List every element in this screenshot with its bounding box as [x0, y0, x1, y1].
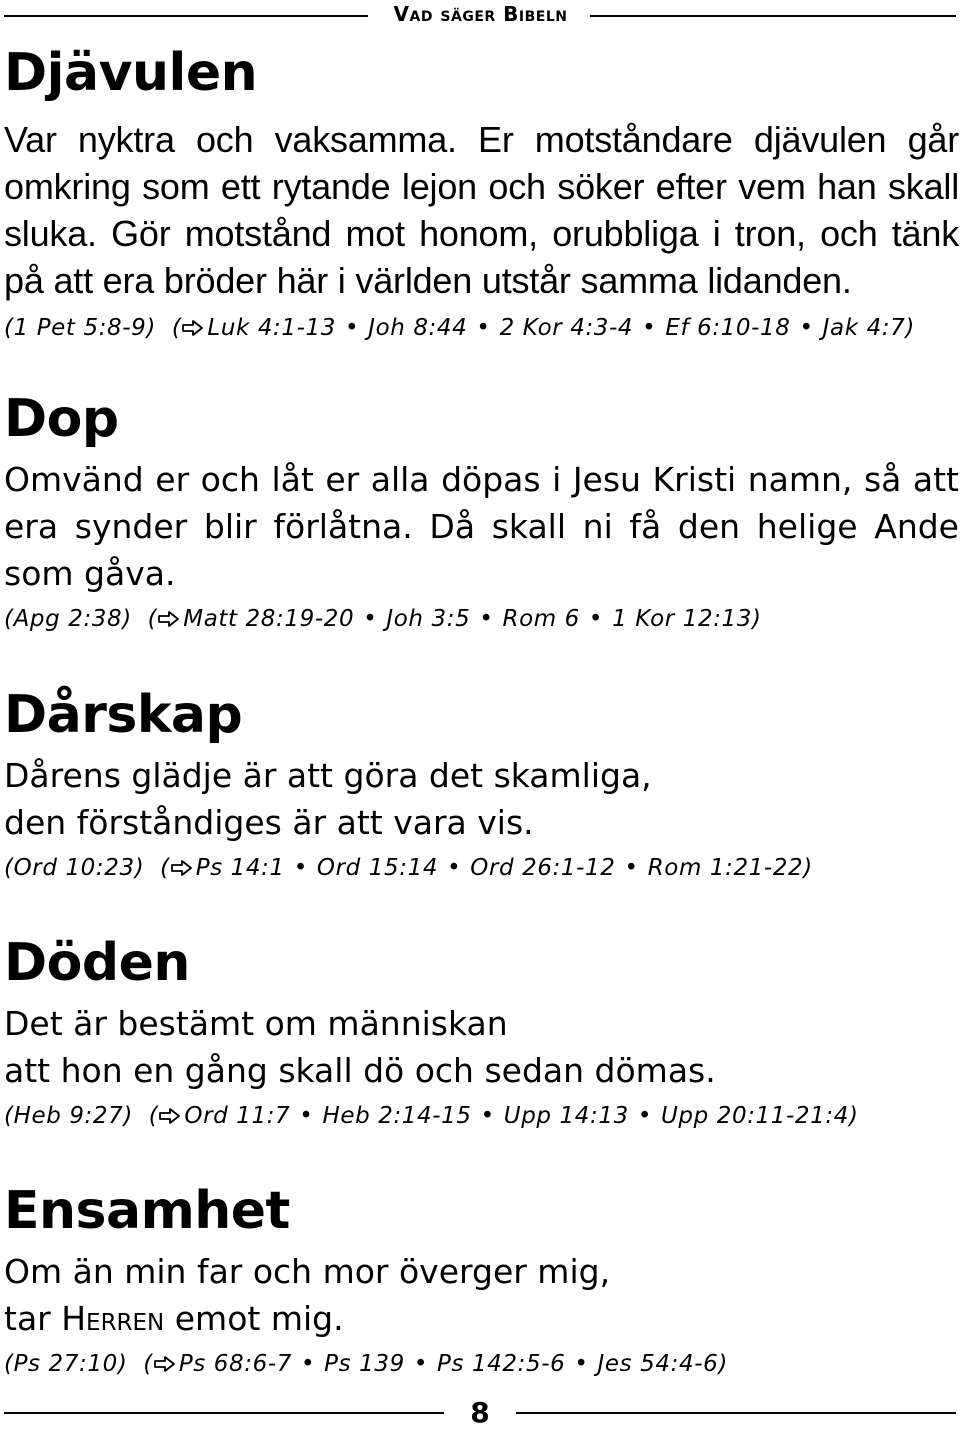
- see-also-ref: Ord 26:1-12: [470, 855, 616, 881]
- see-also-ref: Jak 4:7: [822, 315, 906, 341]
- verse-text: Var nyktra och vaksamma. Er motståndare djävulen går omkring som ett rytande lejon och söker efter vem han skall sluka. Gör motstånd mot honom, orubbliga i tron, och tänk på att era bröder här i världen utstår samma lidanden.: [4, 119, 959, 301]
- header-rule-right: [590, 15, 956, 17]
- see-also-ref: Ps 139: [324, 1351, 405, 1377]
- verse-text: [4, 1000, 959, 1094]
- footer-rule-right: [516, 1412, 956, 1414]
- see-also-ref: Rom 6: [502, 606, 580, 632]
- topic-section-doden: [4, 932, 959, 1134]
- reference-line: (Ps 27:10) ( Ps 68:6-7 • Ps 139 • Ps 142:5-6 • Jes 54:4-6): [4, 1351, 728, 1377]
- verse-line: Dårens glädje är att göra det skamliga,: [4, 756, 652, 795]
- arrow-right-outline-icon: [182, 320, 204, 336]
- verse-text: [4, 752, 959, 846]
- verse-line-part: emot mig.: [164, 1299, 344, 1338]
- topic-heading: Döden: [4, 933, 190, 993]
- see-also-ref: Joh 3:5: [386, 606, 471, 632]
- topic-heading: Djävulen: [4, 43, 258, 103]
- topic-heading: Ensamhet: [4, 1181, 290, 1241]
- footer-rule-left: [4, 1412, 444, 1414]
- see-also-ref: Ps 142:5-6: [436, 1351, 566, 1377]
- topic-heading: Dop: [4, 389, 119, 449]
- see-also-ref: Ps 68:6-7: [178, 1351, 292, 1377]
- page-footer: [0, 1395, 960, 1430]
- verse-text: Omvänd er och låt er alla döpas i Jesu Kristi namn, så att era synder blir förlåtna. Då skall ni få den helige Ande som gåva.: [4, 460, 959, 593]
- topic-heading: Dårskap: [4, 685, 243, 745]
- topic-section-darskap: [4, 684, 959, 886]
- page-header: [0, 0, 960, 30]
- see-also-ref: Upp 20:11-21:4: [661, 1103, 849, 1129]
- see-also-ref: Ps 14:1: [195, 855, 285, 881]
- see-also-ref: Rom 1:21-22: [647, 855, 804, 881]
- see-also-ref: Heb 2:14-15: [322, 1103, 472, 1129]
- see-also-ref: Joh 8:44: [368, 315, 468, 341]
- main-reference: (Ps 27:10): [4, 1351, 128, 1377]
- reference-line: (Ord 10:23) ( Ps 14:1 • Ord 15:14 • Ord 26:1-12 • Rom 1:21-22): [4, 855, 813, 881]
- see-also-ref: Ord 15:14: [316, 855, 439, 881]
- see-also-ref: Ord 11:7: [184, 1103, 291, 1129]
- arrow-right-outline-icon: [154, 1356, 176, 1372]
- main-reference: (Apg 2:38): [4, 606, 132, 632]
- running-title: Vad säger Bibeln: [393, 2, 568, 26]
- verse-text: [4, 1248, 959, 1342]
- see-also-ref: Matt 28:19-20: [183, 606, 355, 632]
- verse-line: Det är bestämt om människan: [4, 1004, 508, 1043]
- main-reference: (Heb 9:27): [4, 1103, 133, 1129]
- reference-line: (Apg 2:38) ( Matt 28:19-20 • Joh 3:5 • Rom 6 • 1 Kor 12:13): [4, 606, 762, 632]
- arrow-right-outline-icon: [158, 611, 180, 627]
- verse-line: den förståndiges är att vara vis.: [4, 803, 534, 842]
- topic-section-djavulen: [4, 42, 959, 346]
- topic-section-ensamhet: [4, 1180, 959, 1382]
- see-also-ref: Luk 4:1-13: [207, 315, 337, 341]
- reference-line: (Heb 9:27) ( Ord 11:7 • Heb 2:14-15 • Upp 14:13 • Upp 20:11-21:4): [4, 1103, 859, 1129]
- reference-line: (1 Pet 5:8-9) ( Luk 4:1-13 • Joh 8:44 • 2 Kor 4:3-4 • Ef 6:10-18 • Jak 4:7): [4, 315, 915, 341]
- header-rule-left: [4, 15, 368, 17]
- verse-line: Om än min far och mor överger mig,: [4, 1252, 611, 1291]
- see-also-ref: 1 Kor 12:13: [612, 606, 753, 632]
- see-also-ref: Ef 6:10-18: [665, 315, 791, 341]
- main-reference: (1 Pet 5:8-9): [4, 315, 156, 341]
- divine-name: Herren: [61, 1299, 165, 1338]
- verse-line: att hon en gång skall dö och sedan dömas.: [4, 1051, 716, 1090]
- arrow-right-outline-icon: [171, 860, 193, 876]
- topic-section-dop: [4, 388, 959, 637]
- main-reference: (Ord 10:23): [4, 855, 145, 881]
- see-also-ref: Upp 14:13: [503, 1103, 629, 1129]
- page-number: 8: [470, 1396, 490, 1429]
- see-also-ref: 2 Kor 4:3-4: [499, 315, 634, 341]
- arrow-right-outline-icon: [159, 1108, 181, 1124]
- see-also-ref: Jes 54:4-6: [597, 1351, 719, 1377]
- verse-line-part: tar: [4, 1299, 62, 1338]
